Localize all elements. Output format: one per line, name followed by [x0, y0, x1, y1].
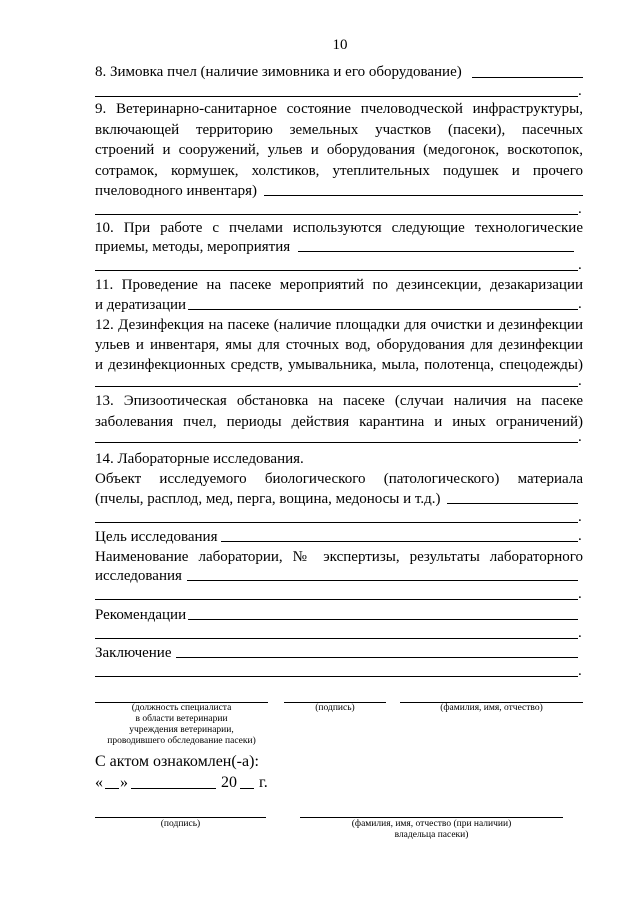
item-8-fill-line-2[interactable]	[95, 96, 578, 97]
item-11-fill-line[interactable]	[188, 309, 578, 310]
date-year-line[interactable]	[240, 788, 254, 789]
date-open-quote: «	[95, 774, 103, 791]
date-close-quote: »	[120, 774, 128, 791]
conclusion-fill-line[interactable]	[176, 657, 578, 658]
owner-signature-line[interactable]	[95, 817, 266, 818]
item-11-line-1: 11. Проведение на пасеке мероприятий по дезинсекции, дезакаризации	[95, 277, 583, 293]
item-10-line-2: приемы, методы, мероприятия	[95, 239, 291, 255]
lab-fill-line[interactable]	[187, 580, 578, 581]
item-12-line-1: 12. Дезинфекция на пасеке (наличие площадки для очистки и дезинфекции	[95, 317, 583, 333]
line-end-dot: .	[578, 201, 582, 217]
recommendations-fill-line[interactable]	[188, 619, 578, 620]
item-8-fill-line[interactable]	[472, 77, 583, 78]
item-10-fill-line-2[interactable]	[95, 270, 578, 271]
lab-fill-line-2[interactable]	[95, 599, 578, 600]
item-9-line-2: включающей территорию земельных участков (пасеки), пасечных	[95, 122, 583, 138]
item-12-line-3: и дезинфекционных средств, умывальника, мыла, полотенца, спецодежды)	[95, 357, 583, 373]
item-9-line-4: сотрамок, кормушек, холстиков, утеплительных подушек и прочего	[95, 163, 583, 179]
item-11-line-2: и дератизации	[95, 297, 187, 313]
item-10-fill-line[interactable]	[298, 251, 574, 252]
position-caption: (должность специалиста в области ветеринарии учреждения ветеринарии, проводившего обследование пасеки)	[107, 703, 256, 746]
acquainted-label: С актом ознакомлен(-а):	[95, 753, 259, 770]
line-end-dot: .	[578, 429, 582, 445]
item-14-line-1: 14. Лабораторные исследования.	[95, 451, 304, 467]
owner-name-caption: (фамилия, имя, отчество (при наличии) владельца пасеки)	[351, 819, 512, 840]
year-suffix: г.	[259, 774, 268, 791]
recommendations-fill-line-2[interactable]	[95, 638, 578, 639]
year-prefix: 20	[221, 774, 237, 791]
line-end-dot: .	[578, 296, 582, 312]
recommendations-label: Рекомендации	[95, 607, 187, 623]
page-number: 10	[332, 37, 348, 53]
line-end-dot: .	[578, 586, 582, 602]
line-end-dot: .	[578, 257, 582, 273]
item-12-fill-line[interactable]	[95, 386, 578, 387]
lab-line-1: Наименование лаборатории, № экспертизы, результаты лабораторного	[95, 549, 583, 565]
lab-line-2: исследования	[95, 568, 182, 584]
item-13-line-1: 13. Эпизоотическая обстановка на пасеке (случаи наличия на пасеке	[95, 393, 583, 409]
line-end-dot: .	[578, 509, 582, 525]
conclusion-fill-line-2[interactable]	[95, 676, 578, 677]
item-13-fill-line[interactable]	[95, 442, 578, 443]
item-9-line-1: 9. Ветеринарно-санитарное состояние пчеловодческой инфраструктуры,	[95, 101, 583, 117]
line-end-dot: .	[578, 663, 582, 679]
item-14-fill-line-2[interactable]	[95, 522, 578, 523]
item-14-line-3: (пчелы, расплод, мед, перга, вощина, медоносы и т.д.)	[95, 491, 441, 507]
item-12-line-2: ульев и инвентаря, ямы для сточных вод, оборудования для дезинфекции	[95, 337, 583, 353]
line-end-dot: .	[578, 83, 582, 99]
conclusion-label: Заключение	[95, 645, 172, 661]
item-8-text: 8. Зимовка пчел (наличие зимовника и его оборудование)	[95, 64, 462, 80]
owner-signature-caption: (подпись)	[160, 819, 201, 829]
line-end-dot: .	[578, 625, 582, 641]
owner-name-line[interactable]	[300, 817, 563, 818]
item-10-line-1: 10. При работе с пчелами используются следующие технологические	[95, 220, 583, 236]
date-month-line[interactable]	[131, 788, 216, 789]
item-14-fill-line[interactable]	[447, 503, 578, 504]
signature-caption: (подпись)	[315, 703, 355, 713]
date-day-line[interactable]	[105, 788, 119, 789]
line-end-dot: .	[578, 528, 582, 544]
item-13-line-2: заболевания пчел, периоды действия карантина и иных ограничений)	[95, 414, 583, 430]
item-14-line-2: Объект исследуемого биологического (патологического) материала	[95, 471, 583, 487]
name-caption: (фамилия, имя, отчество)	[440, 703, 543, 713]
purpose-fill-line[interactable]	[221, 541, 578, 542]
purpose-label: Цель исследования	[95, 529, 218, 545]
line-end-dot: .	[578, 373, 582, 389]
item-9-line-5: пчеловодного инвентаря)	[95, 183, 257, 199]
item-9-fill-line[interactable]	[264, 195, 583, 196]
item-9-fill-line-2[interactable]	[95, 214, 578, 215]
item-9-line-3: строений и сооружений, ульев и оборудования (медогонок, воскотопок,	[95, 142, 583, 158]
